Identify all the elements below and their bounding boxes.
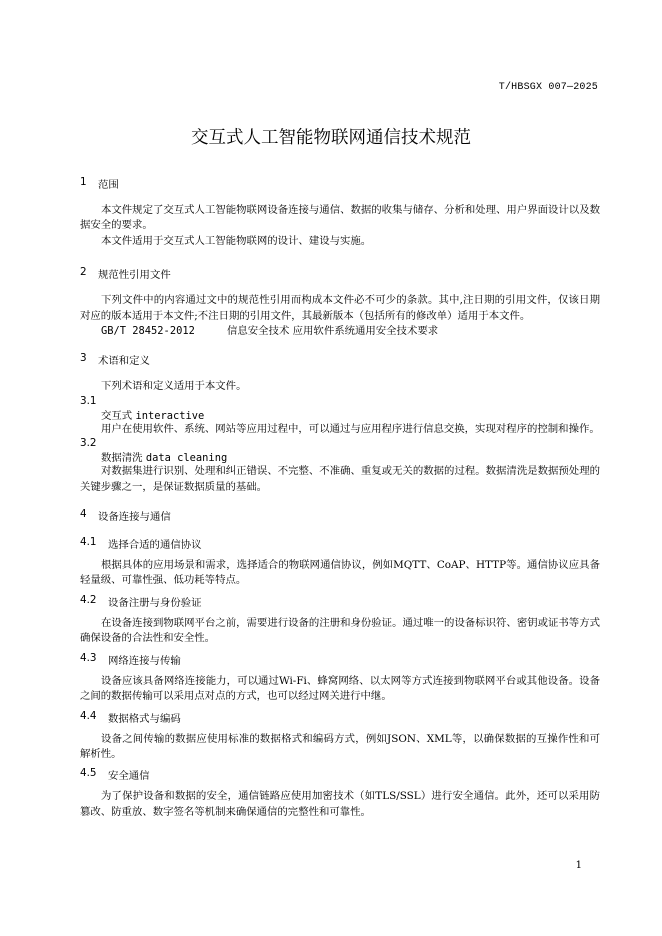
subsection-number: 4.5 bbox=[80, 767, 97, 780]
subsection-number: 4.3 bbox=[80, 651, 97, 664]
paragraph: 为了保护设备和数据的安全，通信链路应使用加密技术（如TLS/SSL）进行安全通信。此外，还可以采用防篡改、防重放、数字签名等机制来确保通信的完整性和可靠性。 bbox=[80, 790, 600, 818]
page-number: 1 bbox=[575, 860, 582, 871]
document-code: T/HBSGX 007—2025 bbox=[498, 82, 598, 93]
term-en: interactive bbox=[135, 409, 205, 422]
section-number: 4 bbox=[80, 508, 87, 521]
term-name bbox=[80, 407, 600, 422]
paragraph: 设备应该具备网络连接能力，可以通过Wi-Fi、蜂窝网络、以太网等方式连接到物联网平台或其他设备。设备之间的数据传输可以采用点对点的方式，也可以经过网关进行中继。 bbox=[80, 674, 600, 703]
term-cn: 交互式 bbox=[101, 409, 133, 422]
section-title: 规范性引用文件 bbox=[98, 269, 171, 282]
section-number: 3 bbox=[80, 352, 87, 365]
subsection-title: 数据格式与编码 bbox=[108, 712, 181, 725]
term-en: data cleaning bbox=[145, 452, 228, 465]
paragraph: 本文件规定了交互式人工智能物联网设备连接与通信、数据的收集与储存、分析和处理、用户界面设计以及数据安全的要求。 bbox=[80, 204, 600, 232]
paragraph: 根据具体的应用场景和需求，选择适合的物联网通信协议，例如MQTT、CoAP、HTTP等。通信协议应具备轻量级、可靠性强、低功耗等特点。 bbox=[80, 559, 600, 587]
section-1-heading bbox=[80, 176, 600, 191]
section-title: 术语和定义 bbox=[98, 355, 150, 368]
subsection-number: 4.4 bbox=[80, 709, 97, 722]
document-title: 交互式人工智能物联网通信技术规范 bbox=[191, 128, 471, 148]
subsection-4-4-heading bbox=[80, 710, 600, 725]
section-4-heading bbox=[80, 508, 600, 523]
paragraph: 本文件适用于交互式人工智能物联网的设计、建设与实施。 bbox=[101, 234, 372, 247]
normative-reference bbox=[80, 324, 600, 339]
reference-standard-title: 信息安全技术 应用软件系统通用安全技术要求 bbox=[227, 325, 439, 338]
subsection-title: 选择合适的通信协议 bbox=[108, 539, 202, 552]
term-number: 3.2 bbox=[80, 437, 97, 450]
term-name bbox=[80, 449, 600, 464]
subsection-title: 网络连接与传输 bbox=[108, 654, 181, 667]
section-title: 范围 bbox=[98, 179, 119, 191]
section-2-heading bbox=[80, 266, 600, 281]
subsection-4-1-heading bbox=[80, 536, 600, 551]
subsection-number: 4.1 bbox=[80, 536, 97, 549]
subsection-4-2-heading bbox=[80, 594, 600, 609]
subsection-number: 4.2 bbox=[80, 593, 97, 606]
paragraph: 下列术语和定义适用于本文件。 bbox=[101, 380, 247, 393]
paragraph: 设备之间传输的数据应使用标准的数据格式和编码方式，例如JSON、XML等，以确保数据的互操作性和可解析性。 bbox=[80, 732, 600, 760]
term-number: 3.1 bbox=[80, 394, 97, 407]
subsection-title: 安全通信 bbox=[108, 770, 150, 783]
section-number: 2 bbox=[80, 266, 87, 279]
reference-standard-number: GB/T 28452-2012 bbox=[101, 325, 195, 338]
section-number: 1 bbox=[80, 176, 87, 188]
term-cn: 数据清洗 bbox=[101, 452, 143, 465]
section-3-heading bbox=[80, 352, 600, 367]
paragraph: 在设备连接到物联网平台之前，需要进行设备的注册和身份验证。通过唯一的设备标识符、密钥或证书等方式确保设备的合法性和安全性。 bbox=[80, 616, 600, 645]
term-definition: 对数据集进行识别、处理和纠正错误、不完整、不准确、重复或无关的数据的过程。数据清洗是数据预处理的关键步骤之一，是保证数据质量的基础。 bbox=[80, 465, 600, 493]
subsection-4-3-heading bbox=[80, 652, 600, 667]
subsection-4-5-heading bbox=[80, 767, 600, 782]
document-body bbox=[80, 176, 600, 820]
paragraph: 下列文件中的内容通过文中的规范性引用而构成本文件必不可少的条款。其中,注日期的引用文件，仅该日期对应的版本适用于本文件;不注日期的引用文件，其最新版本（包括所有的修改单）适用于本文件。 bbox=[80, 294, 600, 322]
term-definition: 用户在使用软件、系统、网站等应用过程中，可以通过与应用程序进行信息交换，实现对程序的控制和操作。 bbox=[101, 422, 600, 435]
subsection-title: 设备注册与身份验证 bbox=[108, 596, 202, 609]
section-title: 设备连接与通信 bbox=[98, 511, 171, 524]
